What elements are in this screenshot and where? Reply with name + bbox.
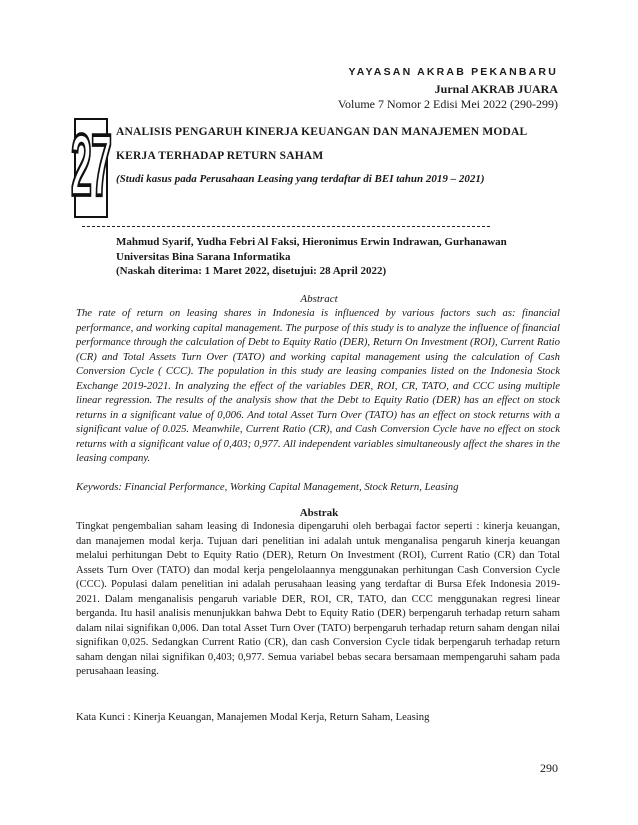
journal-name: Jurnal AKRAB JUARA <box>434 82 558 96</box>
publisher-name: YAYASAN AKRAB PEKANBARU <box>348 66 558 78</box>
article-number: 27 <box>70 118 112 216</box>
paper-subtitle: (Studi kasus pada Perusahaan Leasing yang terdaftar di BEI tahun 2019 – 2021) <box>116 173 485 185</box>
submission-dates: (Naskah diterima: 1 Maret 2022, disetujui: 28 April 2022) <box>116 265 387 277</box>
page-number: 290 <box>540 761 558 775</box>
abstract-text: The rate of return on leasing shares in Indonesia is influenced by various factors such as: financial performance, and working capital management. The purpose of this study is to analyze the influence of financial performance through the calculation of Debt to Equity Ratio (DER), Return On Investment (ROI), Current Ratio (CR) and Total Assets Turn Over (TATO) and working capital management using the calculation of Cash Conversion Cycle ( CCC). The population in this study are leasing companies listed on the Indonesia Stock Exchange 2019-2021. In analyzing the effect of the variables DER, ROI, CR, TATO, and CCC using multiple linear regression. The results of the analysis show that the Debt to Equity Ratio (DER) has an effect on stock returns in a significant value of 0,006. And total Asset Turn Over (TATO) has an effect on stock returns with a significant value of 0.025. Meanwhile, Current Ratio (CR), and Cash Conversion Cycle have no effect on stock returns with a significant value of 0,403; 0,977. All independent variables simultaneously affect the shares in the leasing company. <box>76 307 560 464</box>
article-number-box <box>70 118 112 218</box>
affiliation: Universitas Bina Sarana Informatika <box>116 251 291 263</box>
paper-title-line-1: ANALISIS PENGARUH KINERJA KEUANGAN DAN MANAJEMEN MODAL <box>116 126 528 138</box>
separator-line <box>82 226 490 227</box>
author-list: Mahmud Syarif, Yudha Febri Al Faksi, Hieronimus Erwin Indrawan, Gurhanawan <box>116 236 507 248</box>
abstract-heading: Abstract <box>300 293 338 305</box>
paper-title-line-2: KERJA TERHADAP RETURN SAHAM <box>116 150 324 162</box>
abstract-keywords: Keywords: Financial Performance, Working Capital Management, Stock Return, Leasing <box>76 481 459 493</box>
volume-info: Volume 7 Nomor 2 Edisi Mei 2022 (290-299) <box>337 97 558 111</box>
abstrak-keywords: Kata Kunci : Kinerja Keuangan, Manajemen Modal Kerja, Return Saham, Leasing <box>76 711 430 723</box>
abstrak-heading: Abstrak <box>299 507 339 519</box>
abstrak-text: Tingkat pengembalian saham leasing di Indonesia dipengaruhi oleh berbagai factor seperti : kinerja keuangan, dan manajemen modal kerja. Tujuan dari penelitian ini adalah untuk menganalisa pengaruh kinerja keuangan melalui perhitungan Debt to Equity Ratio (DER), Return On Investment (ROI), Current Ratio (CR) dan Total Assets Turn Over (TATO) dan modal kerja pengelolaannya menggunakan perhitungan Cash Conversion Cycle (CCC). Populasi dalam penelitian ini adalah perusahaan leasing yang terdaftar di Bursa Efek Indonesia 2019-2021. Dalam menganalisis pengaruh variable DER, ROI, CR, TATO, dan CCC menggunakan regresi linear berganda. Itu hasil analisis menunjukkan bahwa Debt to Equity Ratio (DER) berpengaruh terhadap return saham dalam nilai signifikan 0,006. Dan total Asset Turn Over (TATO) berpengaruh terhadap return saham dengan nilai signifikan 0,025. Sedangkan Current Ratio (CR), dan cash Conversion Cycle tidak berpengaruh terhadap return saham dengan nilai signifikan 0,403; 0,977. Semua variabel bebas secara bersamaan mempengaruhi saham pada perusahaan leasing. <box>76 521 560 677</box>
